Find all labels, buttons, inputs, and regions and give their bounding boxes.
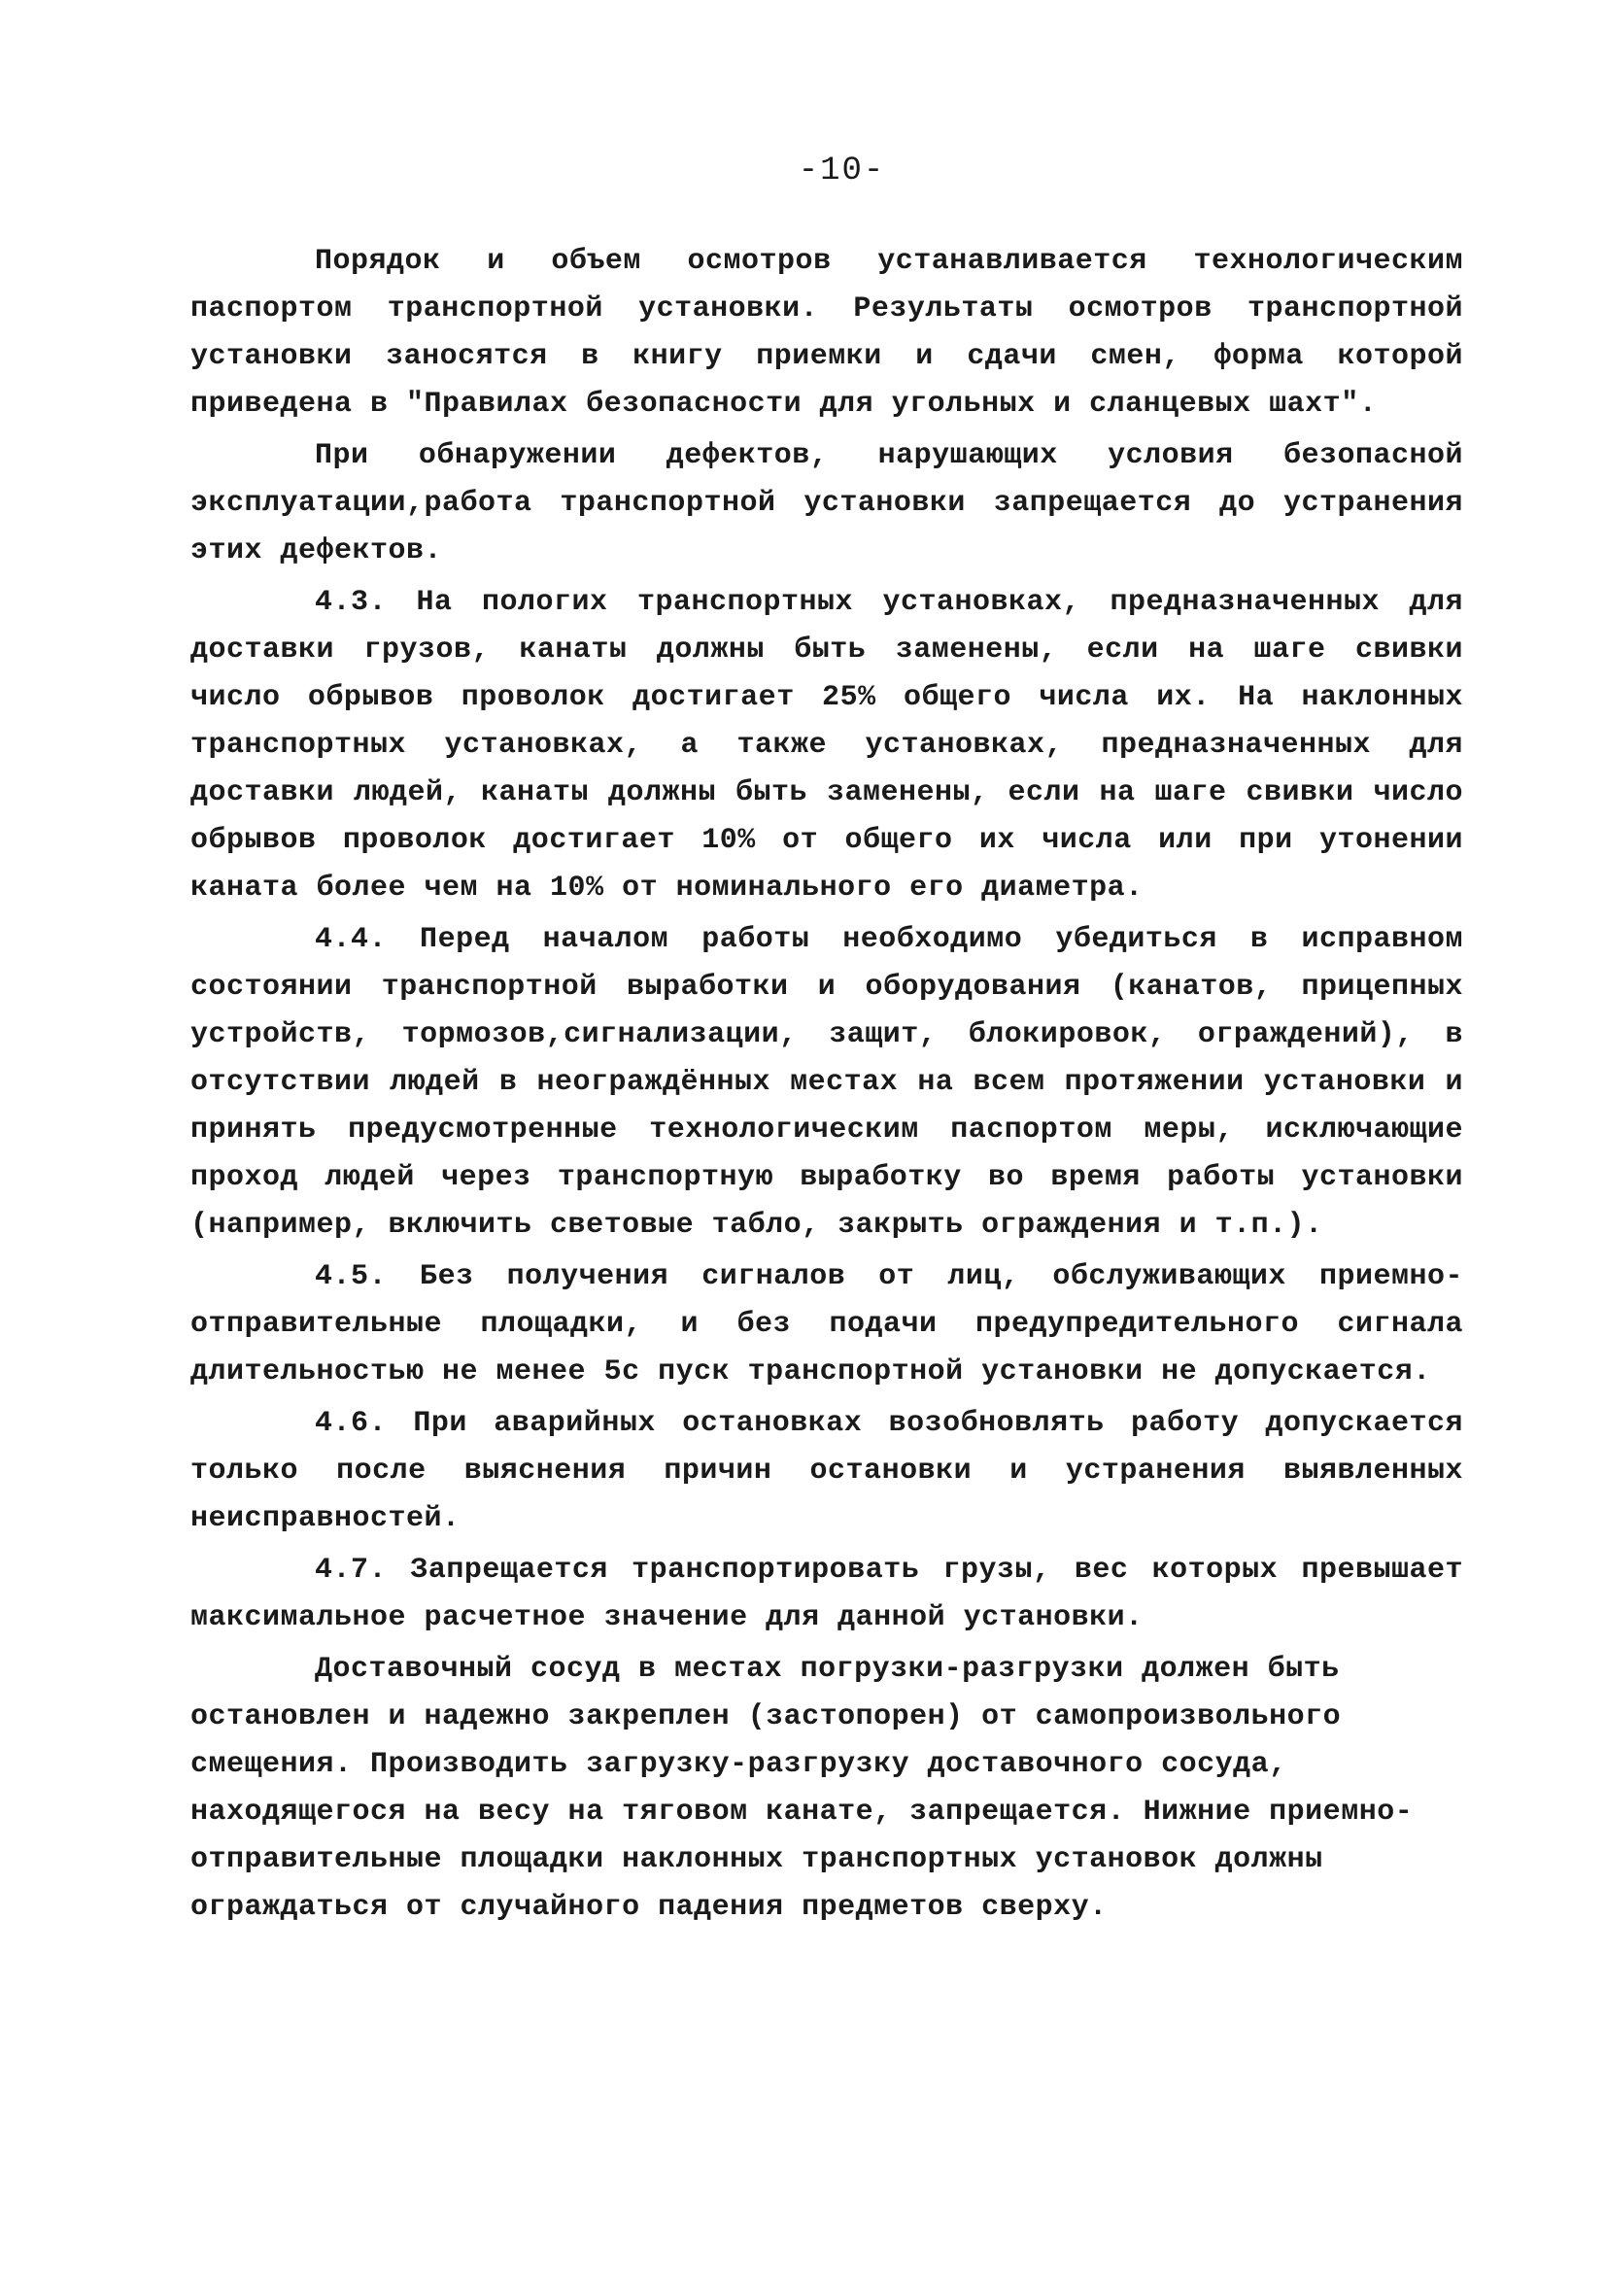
document-body — [190, 238, 1463, 1936]
paragraph-4-6: 4.6. При аварийных остановках возобновлять работу допускается только после выяснения причин остановки и устранения выявленных неисправностей. — [190, 1407, 1463, 1535]
paragraph-4-5: 4.5. Без получения сигналов от лиц, обслуживающих приемно-отправительные площадки, и без подачи предупредительного сигнала длительностью не менее 5с пуск транспортной установки не допускается. — [190, 1260, 1463, 1388]
paragraph: При обнаружении дефектов, нарушающих условия безопасной эксплуатации,работа транспортной установки запрещается до устранения этих дефектов. — [190, 439, 1463, 567]
paragraph: Порядок и объем осмотров устанавливается технологическим паспортом транспортной установки. Результаты осмотров транспортной установки заносятся в книгу приемки и сдачи смен, форма которой приведена в "Правилах безопасности для угольных и сланцевых шахт". — [190, 245, 1463, 421]
paragraph-4-4: 4.4. Перед началом работы необходимо убедиться в исправном состоянии транспортной выработки и оборудования (канатов, прицепных устройств, тормозов,сигнализации, защит, блокировок, ограждений), в отсутствии людей в неограждённых местах на всем протяжении установки и принять предусмотренные технологическим паспортом меры, исключающие проход людей через транспортную выработку во время работы установки (например, включить световые табло, закрыть ограждения и т.п.). — [190, 923, 1463, 1242]
paragraph: Доставочный сосуд в местах погрузки-разгрузки должен быть остановлен и надежно закреплен (застопорен) от самопроизвольного смещения. Производить загрузку-разгрузку доставочного сосуда, находящегося на весу на тяговом канате, запрещается. Нижние приемно-отправительные площадки наклонных транспортных установок должны ограждаться от случайного падения предметов сверху. — [190, 1653, 1414, 1924]
page-number: -10- — [798, 153, 886, 189]
paragraph-4-3: 4.3. На пологих транспортных установках, предназначенных для доставки грузов, канаты должны быть заменены, если на шаге свивки число обрывов проволок достигает 25% общего числа их. На наклонных транспортных установках, а также установках, предназначенных для доставки людей, канаты должны быть заменены, если на шаге свивки число обрывов проволок достигает 10% от общего их числа или при утонении каната более чем на 10% от номинального его диаметра. — [190, 586, 1463, 905]
paragraph-4-7: 4.7. Запрещается транспортировать грузы, вес которых превышает максимальное расчетное значение для данной установки. — [190, 1554, 1463, 1634]
